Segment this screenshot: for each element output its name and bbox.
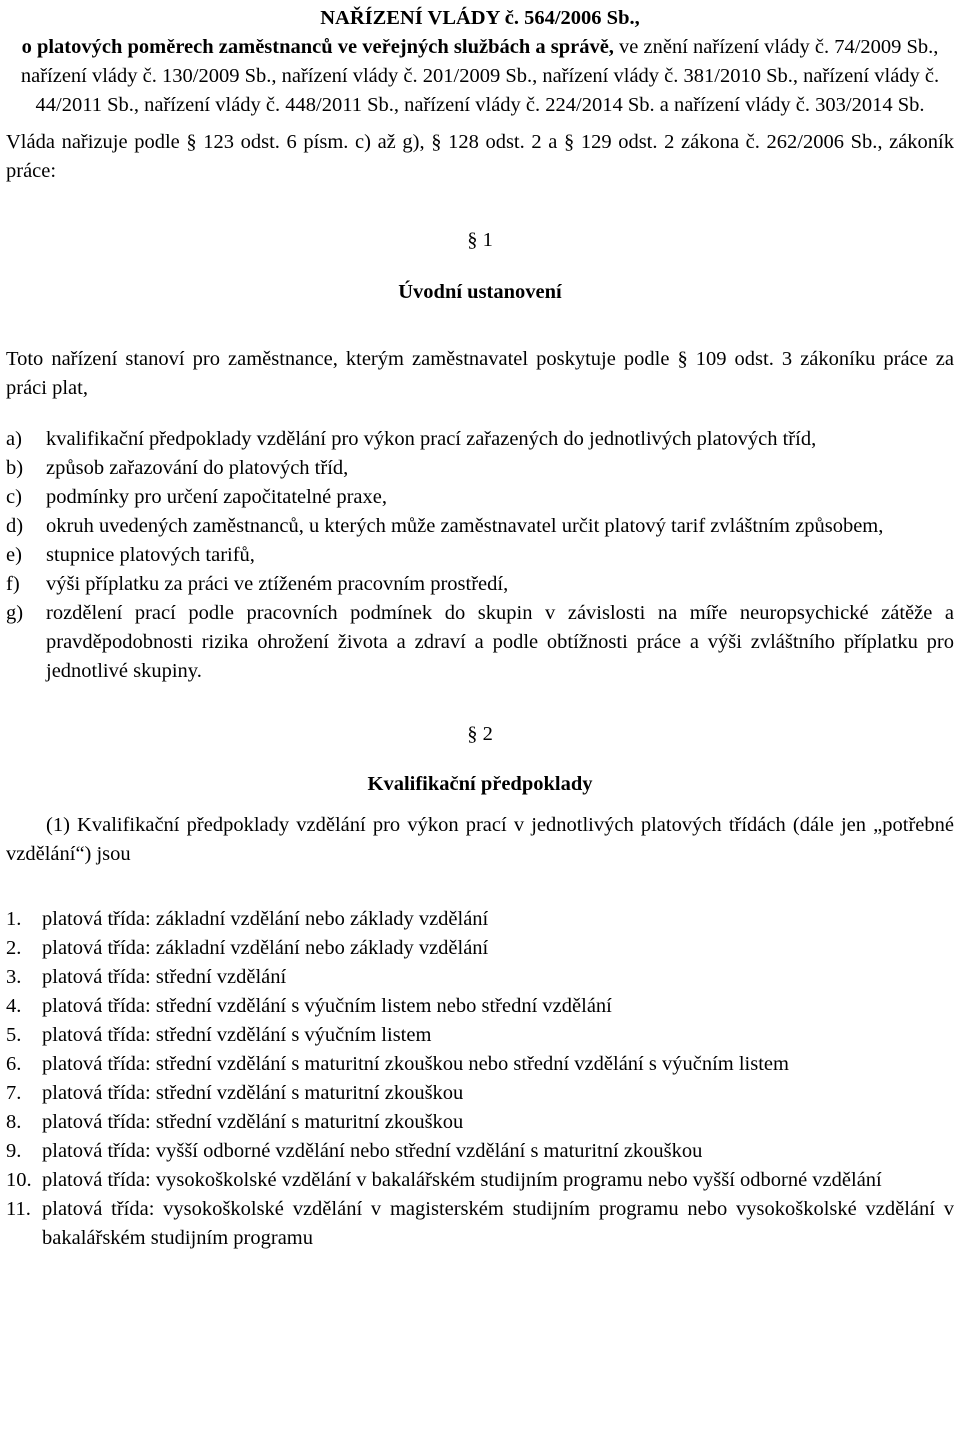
list-label: 8. <box>6 1111 22 1133</box>
section-1-number: § 1 <box>467 229 493 251</box>
list-label: c) <box>6 486 22 508</box>
list-text: platová třída: vysokoškolské vzdělání v bakalářském studijním programu nebo vyšší odborné vzdělání <box>42 1169 882 1191</box>
list-label: 1. <box>6 908 22 930</box>
list-text: výši příplatku za práci ve ztíženém pracovním prostředí, <box>46 573 509 595</box>
list-text: podmínky pro určení započitatelné praxe, <box>46 486 387 508</box>
list-item-e <box>6 541 954 570</box>
list-label: 11. <box>6 1198 31 1220</box>
list-label: 5. <box>6 1024 22 1046</box>
preamble: Vláda nařizuje podle § 123 odst. 6 písm. c) až g), § 128 odst. 2 a § 129 odst. 2 zákona č. 262/2006 Sb., zákoník práce: <box>6 131 954 182</box>
list-text: platová třída: základní vzdělání nebo základy vzdělání <box>42 937 489 959</box>
list-label: b) <box>6 457 24 479</box>
list-label: 3. <box>6 966 22 988</box>
section-1-title: Úvodní ustanovení <box>398 281 562 303</box>
list-text: platová třída: střední vzdělání s maturitní zkouškou <box>42 1082 464 1104</box>
list-label: 10. <box>6 1169 32 1191</box>
list-text: způsob zařazování do platových tříd, <box>46 457 349 479</box>
list-item-9 <box>6 1137 954 1166</box>
list-item-a <box>6 425 954 454</box>
list-item-11 <box>6 1195 954 1253</box>
list-text: platová třída: vysokoškolské vzdělání v magisterském studijním programu nebo vysokoškolské vzdělání v bakalářském studijním programu <box>42 1198 954 1249</box>
list-text: okruh uvedených zaměstnanců, u kterých může zaměstnavatel určit platový tarif zvláštním způsobem, <box>46 515 884 537</box>
list-label: 6. <box>6 1053 22 1075</box>
list-item-1 <box>6 905 954 934</box>
list-item-8 <box>6 1108 954 1137</box>
list-item-2 <box>6 934 954 963</box>
list-label: 9. <box>6 1140 22 1162</box>
list-text: platová třída: střední vzdělání s maturitní zkouškou <box>42 1111 464 1133</box>
list-label: d) <box>6 515 24 537</box>
list-item-f <box>6 570 954 599</box>
list-text: platová třída: střední vzdělání s výučním listem <box>42 1024 432 1046</box>
list-item-d <box>6 512 954 541</box>
list-item-c <box>6 483 954 512</box>
list-item-b <box>6 454 954 483</box>
list-text: platová třída: střední vzdělání s výučním listem nebo střední vzdělání <box>42 995 612 1017</box>
document-subtitle <box>6 33 954 120</box>
list-text: platová třída: střední vzdělání s maturitní zkouškou nebo střední vzdělání s výučním listem <box>42 1053 789 1075</box>
list-label: g) <box>6 602 24 624</box>
list-text: platová třída: základní vzdělání nebo základy vzdělání <box>42 908 489 930</box>
subtitle-amendments: ve znění nařízení vlády č. 74/2009 Sb., nařízení vlády č. 130/2009 Sb., nařízení vlády č. 201/2009 Sb., nařízení vlády č. 381/2010 Sb., nařízení vlády č. 44/2011 Sb., nařízení vlády č. 448/2011 Sb., nařízení vlády č. 224/2014 Sb. a nařízení vlády č. 303/2014 Sb. <box>20 36 940 116</box>
document-title: NAŘÍZENÍ VLÁDY č. 564/2006 Sb., <box>320 7 640 29</box>
list-text: stupnice platových tarifů, <box>46 544 255 566</box>
list-item-g <box>6 599 954 686</box>
list-text: platová třída: střední vzdělání <box>42 966 287 988</box>
list-label: 4. <box>6 995 22 1017</box>
list-label: e) <box>6 544 22 566</box>
section-2-number: § 2 <box>467 723 493 745</box>
subtitle-bold: o platových poměrech zaměstnanců ve veřejných službách a správě, <box>21 36 614 58</box>
list-item-7 <box>6 1079 954 1108</box>
list-label: 7. <box>6 1082 22 1104</box>
list-text: platová třída: vyšší odborné vzdělání nebo střední vzdělání s maturitní zkouškou <box>42 1140 703 1162</box>
document-page <box>6 4 954 1253</box>
list-text: rozdělení prací podle pracovních podmínek do skupin v závislosti na míře neuropsychické zátěže a pravděpodobnosti rizika ohrožení života a zdraví a podle obtížnosti práce a výši zvláštního příplatku pro jednotlivé skupiny. <box>46 602 954 682</box>
section-2-title: Kvalifikační předpoklady <box>367 773 593 795</box>
section-1-list <box>6 425 954 686</box>
list-item-6 <box>6 1050 954 1079</box>
section-2-intro: (1) Kvalifikační předpoklady vzdělání pro výkon prací v jednotlivých platových třídách (dále jen „potřebné vzdělání“) jsou <box>6 814 954 865</box>
section-2-list <box>6 905 954 1253</box>
list-item-5 <box>6 1021 954 1050</box>
list-item-4 <box>6 992 954 1021</box>
list-label: f) <box>6 573 20 595</box>
list-item-10 <box>6 1166 954 1195</box>
list-item-3 <box>6 963 954 992</box>
list-label: 2. <box>6 937 22 959</box>
list-text: kvalifikační předpoklady vzdělání pro výkon prací zařazených do jednotlivých platových tříd, <box>46 428 817 450</box>
list-label: a) <box>6 428 22 450</box>
section-1-intro: Toto nařízení stanoví pro zaměstnance, kterým zaměstnavatel poskytuje podle § 109 odst. 3 zákoníku práce za práci plat, <box>6 348 954 399</box>
